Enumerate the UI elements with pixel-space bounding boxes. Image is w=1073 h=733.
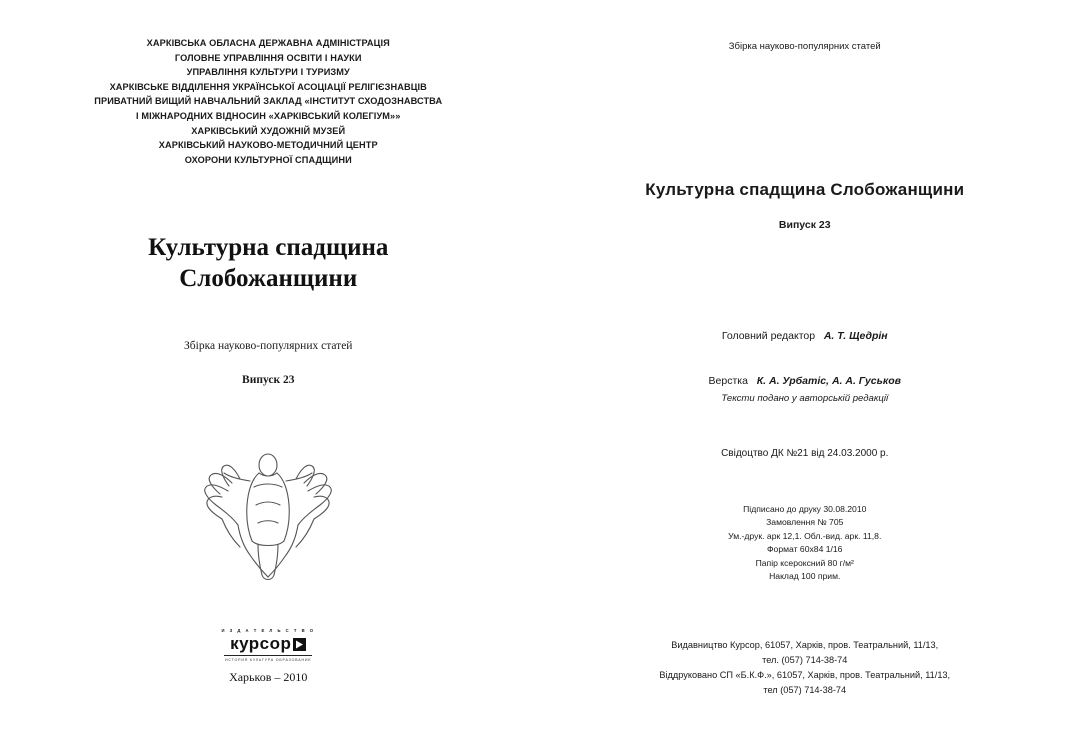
certificate-line: Свідоцтво ДК №21 від 24.03.2000 р.: [721, 448, 889, 459]
title-line-2: Слобожанщини: [179, 265, 358, 292]
credit-name: К. А. Урбатіс, А. А. Гуськов: [756, 375, 901, 387]
arrow-right-icon: [293, 638, 306, 651]
organization-line: ХАРКІВСЬКИЙ НАУКОВО-МЕТОДИЧНИЙ ЦЕНТР: [158, 140, 378, 151]
imprint-line: Замовлення № 705: [766, 517, 844, 528]
publisher-logo-bottomtext: ИСТОРИЯ КУЛЬТУРА ОБРАЗОВАНИЕ: [225, 658, 312, 662]
footer-line: тел (057) 714-38-74: [763, 685, 847, 695]
colophon-issue: Випуск 23: [778, 219, 831, 231]
imprint-line: Формат 60х84 1/16: [767, 544, 843, 555]
issue-number: Випуск 23: [242, 374, 295, 386]
organization-line: І МІЖНАРОДНИХ ВІДНОСИН «ХАРКІВСЬКИЙ КОЛЕГІУМ»»: [136, 110, 401, 121]
footer-address-block: [537, 638, 1073, 698]
editorial-note: Тексти подано у авторській редакції: [721, 393, 889, 404]
organization-line: ХАРКІВСЬКА ОБЛАСНА ДЕРЖАВНА АДМІНІСТРАЦІЯ: [146, 38, 390, 48]
page-subtitle: Збірка науково-популярних статей: [184, 340, 353, 352]
imprint-line: Папір ксероксний 80 г/м²: [755, 557, 854, 568]
organization-line: ГОЛОВНЕ УПРАВЛІННЯ ОСВІТИ І НАУКИ: [174, 52, 362, 63]
hands-emblem-icon: [188, 425, 348, 600]
publisher-logo: [220, 628, 316, 662]
organization-line: ХАРКІВСЬКЕ ВІДДІЛЕННЯ УКРАЇНСЬКОЇ АСОЦІАЦІЇ РЕЛІГІЄЗНАВЦІВ: [109, 81, 427, 92]
credit-row-editor: [537, 328, 1073, 345]
publisher-logo-divider: [224, 655, 312, 656]
imprint-line: Підписано до друку 30.08.2010: [743, 504, 867, 514]
credit-role: Верстка: [708, 375, 748, 387]
footer-line: Видавництво Курсор, 61057, Харків, пров. Театральний, 11/13,: [671, 640, 939, 650]
organization-line: УПРАВЛІННЯ КУЛЬТУРИ І ТУРИЗМУ: [186, 67, 350, 78]
organization-list: [0, 36, 537, 167]
publisher-logo-word: курсор: [230, 634, 292, 653]
city-year: Харьков – 2010: [229, 670, 308, 684]
footer-line: Віддруковано СП «Б.К.Ф.», 61057, Харків, пров. Театральний, 11/13,: [659, 670, 951, 680]
colophon-title: Культурна спадщина Слобожанщини: [645, 180, 965, 199]
credit-row-layout: [537, 373, 1073, 390]
right-page: [537, 0, 1073, 733]
title-line-1: Культурна спадщина: [148, 234, 389, 261]
collection-note: Збірка науково-популярних статей: [728, 41, 881, 52]
publisher-logo-toptext: И З Д А Т Е Л Ь С Т В О: [221, 628, 316, 633]
organization-line: ХАРКІВСЬКИЙ ХУДОЖНІЙ МУЗЕЙ: [191, 125, 346, 136]
page-title: [0, 232, 537, 294]
organization-line: ПРИВАТНИЙ ВИЩИЙ НАВЧАЛЬНИЙ ЗАКЛАД «ІНСТИТУТ СХОДОЗНАВСТВА: [94, 96, 443, 107]
credit-role: Головний редактор: [721, 330, 816, 342]
credits-block: [537, 328, 1073, 407]
imprint-line: Ум.-друк. арк 12,1. Обл.-вид. арк. 11,8.: [728, 530, 882, 541]
credits-spacer: [537, 345, 1073, 373]
imprint-line: Наклад 100 прим.: [769, 571, 841, 582]
credit-name: А. Т. Щедрін: [823, 330, 888, 342]
organization-line: ОХОРОНИ КУЛЬТУРНОЇ СПАДЩИНИ: [184, 154, 352, 165]
publisher-logo-main: [220, 634, 316, 654]
imprint-block: [537, 503, 1073, 583]
footer-line: тел. (057) 714-38-74: [762, 655, 848, 665]
